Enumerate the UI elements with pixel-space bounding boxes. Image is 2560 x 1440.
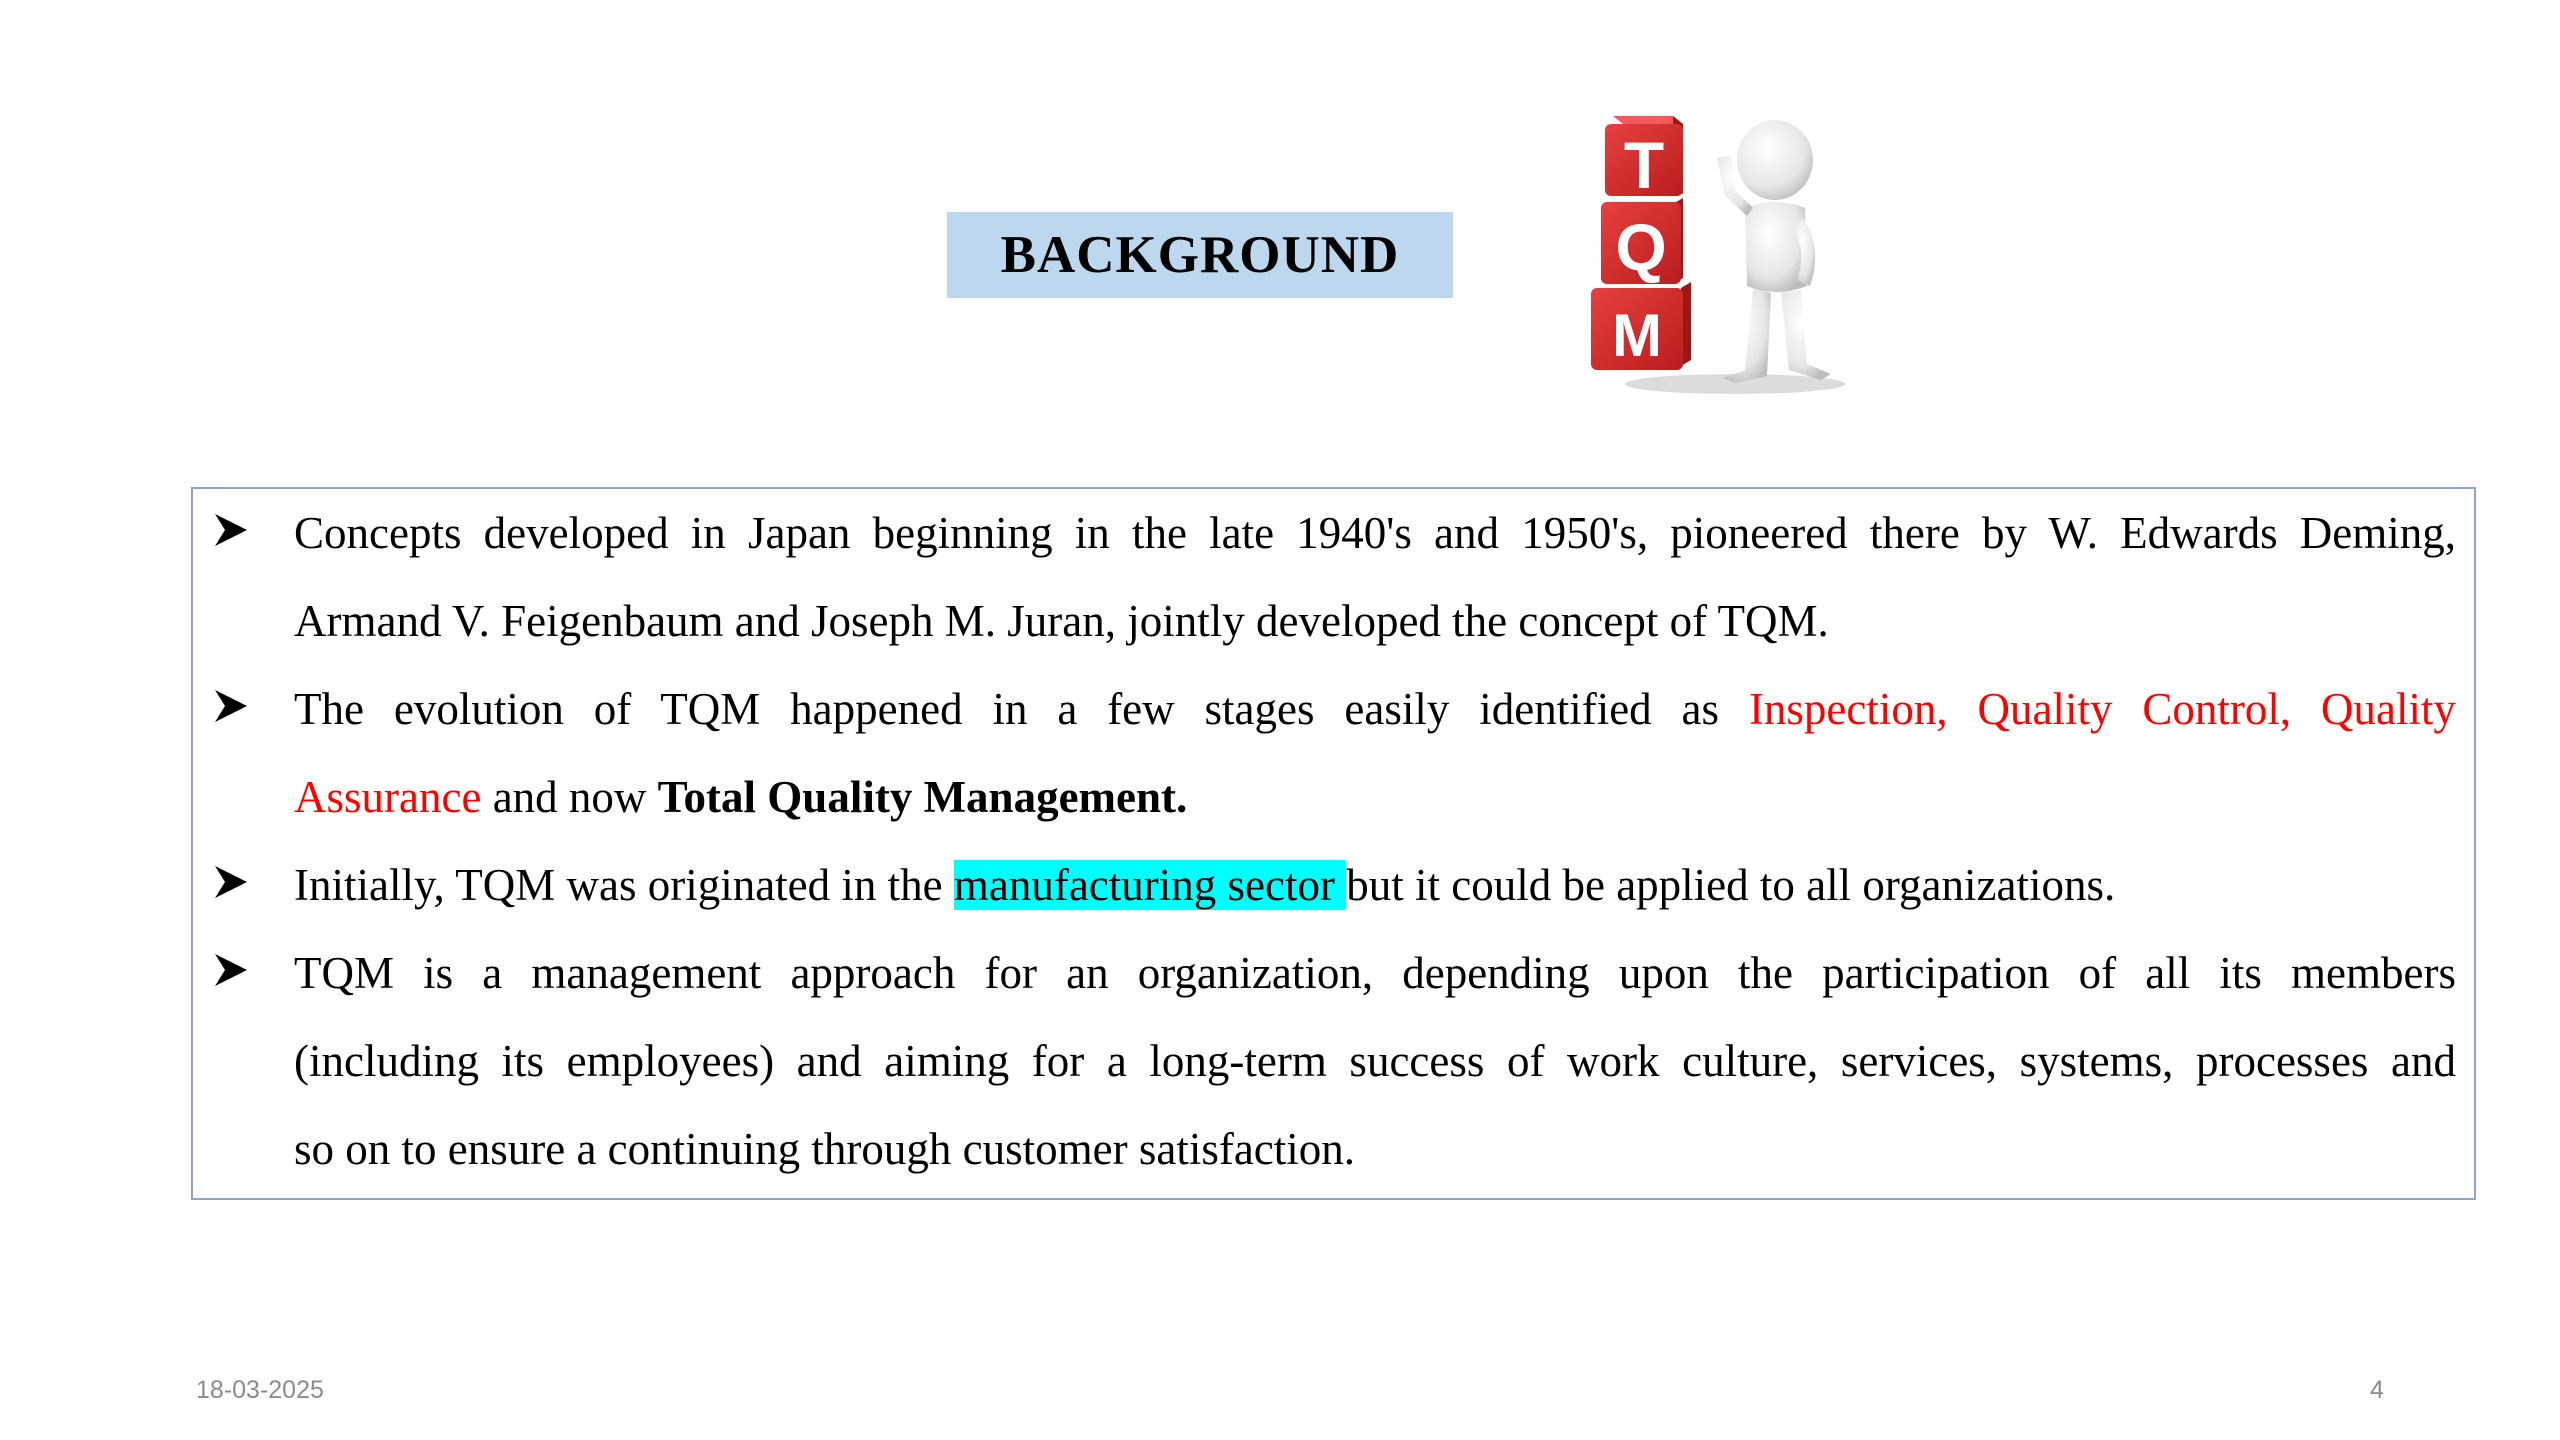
title-box [947, 212, 1453, 298]
page-number: 4 [2370, 1376, 2384, 1404]
red-emphasis-text: Assurance [294, 772, 482, 822]
bullet-line [294, 753, 2456, 841]
logo-letter-m: M [1612, 302, 1662, 369]
tqm-cubes-figure-icon [1585, 108, 1845, 398]
bullet-text: and now [481, 772, 658, 822]
arrow-bullet-icon [213, 950, 249, 990]
bullet-line: so on to ensure a continuing through customer satisfaction. [294, 1124, 1356, 1174]
bullet-line: Armand V. Feigenbaum and Joseph M. Juran, jointly developed the concept of TQM. [294, 596, 1829, 646]
bullet-line: TQM is a management approach for an organization, depending upon the participation of all its members [294, 948, 2456, 998]
bold-emphasis-text: Total Quality Management. [657, 772, 1188, 822]
bullet-line [294, 841, 2456, 929]
content-box [191, 487, 2476, 1200]
bullet-line: Concepts developed in Japan beginning in the late 1940's and 1950's, pioneered there by W. Edwards Deming, [294, 508, 2456, 558]
logo-letter-q: Q [1615, 210, 1667, 284]
highlighted-text: manufacturing sector [953, 860, 1347, 910]
arrow-bullet-icon [213, 862, 249, 902]
bullet-line: (including its employees) and aiming for a long-term success of work culture, services, systems, processes and [294, 1036, 2456, 1086]
footer-date: 18-03-2025 [196, 1376, 324, 1404]
slide-title: BACKGROUND [1000, 226, 1400, 284]
bullet-line [294, 665, 2456, 753]
bullet-text: but it could be applied to all organizations. [1346, 860, 2116, 910]
bullet-text: The evolution of TQM happened in a few stages easily identified as [294, 684, 1749, 734]
arrow-bullet-icon [213, 510, 249, 550]
red-emphasis-text: Inspection, Quality Control, Quality [1748, 684, 2456, 734]
bullet-text: Initially, TQM was originated in the [294, 860, 954, 910]
logo-letter-t: T [1623, 128, 1665, 202]
arrow-bullet-icon [213, 686, 249, 726]
